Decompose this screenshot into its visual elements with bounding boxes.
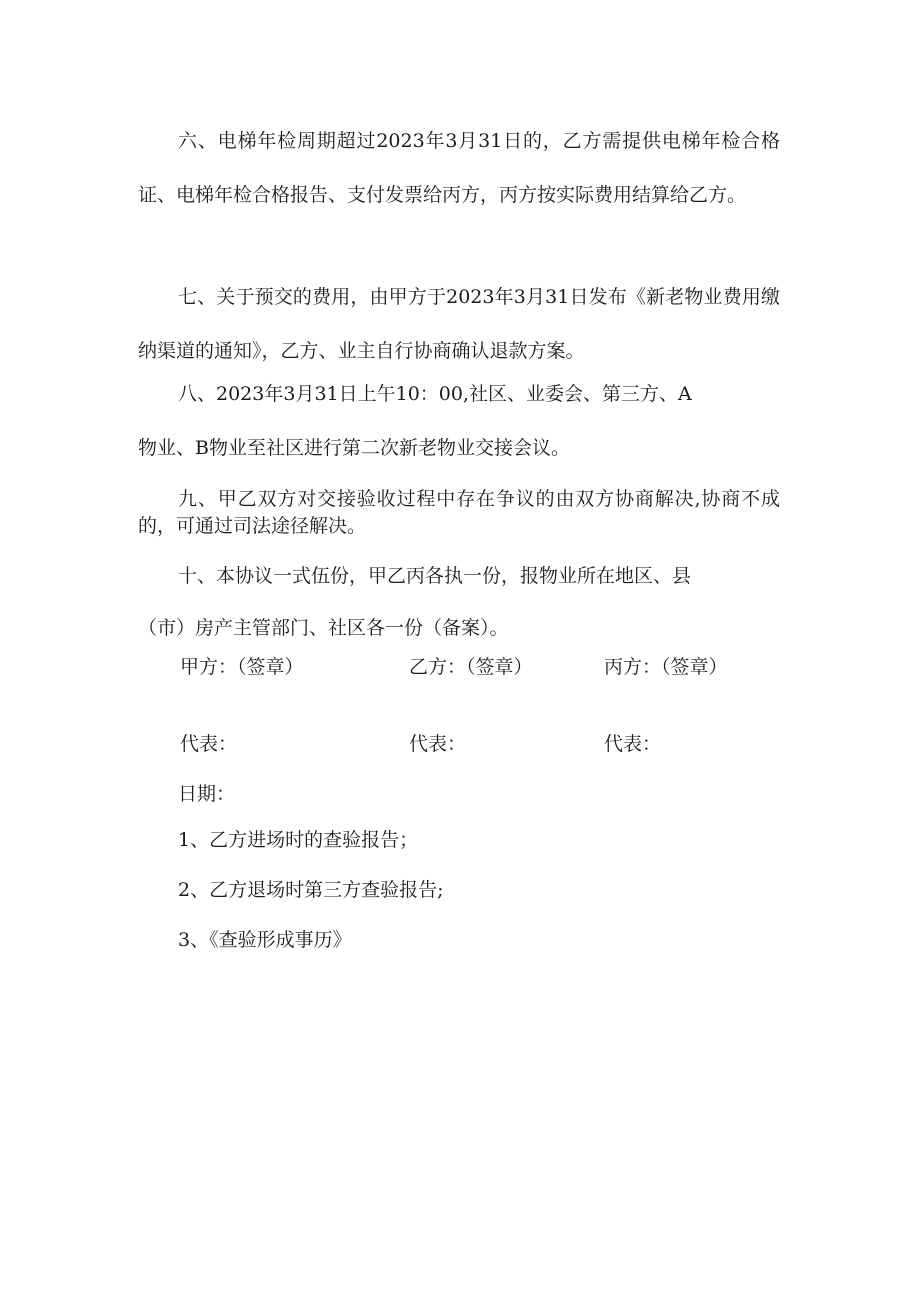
- party-b-signature: 乙方：（签章）: [409, 656, 533, 678]
- clause-seven: 七、关于预交的费用，由甲方于2023年3月31日发布《新老物业费用缴纳渠道的通知》，乙方、业主自行协商确认退款方案。: [138, 286, 780, 362]
- attachment-item: 2、乙方退场时第三方查验报告;: [178, 879, 444, 901]
- clause-ten-line2: （市）房产主管部门、社区各一份（备案）。: [138, 617, 509, 639]
- attachment-item: 1、乙方进场时的查验报告；: [178, 829, 419, 851]
- clause-eight-line1: 八、2023年3月31日上午10：00,社区、业委会、第三方、A: [178, 383, 692, 405]
- party-b-representative: 代表：: [409, 733, 467, 755]
- party-c-representative: 代表：: [604, 733, 662, 755]
- clause-nine: 九、甲乙双方对交接验收过程中存在争议的由双方协商解决,协商不成的，可通过司法途径解决。: [138, 488, 780, 537]
- party-a-signature: 甲方：（签章）: [180, 656, 304, 678]
- party-c-signature: 丙方：（签章）: [604, 656, 728, 678]
- clause-eight-line2: 物业、B物业至社区进行第二次新老物业交接会议。: [138, 437, 570, 459]
- party-a-representative: 代表：: [180, 733, 238, 755]
- clause-ten-line1: 十、本协议一式伍份，甲乙丙各执一份，报物业所在地区、县: [178, 565, 692, 587]
- clause-six: 六、电梯年检周期超过2023年3月31日的，乙方需提供电梯年检合格证、电梯年检合格报告、支付发票给丙方，丙方按实际费用结算给乙方。: [138, 130, 780, 206]
- date-label: 日期：: [178, 783, 236, 805]
- attachment-item: 3、《查验形成事历》: [178, 929, 352, 951]
